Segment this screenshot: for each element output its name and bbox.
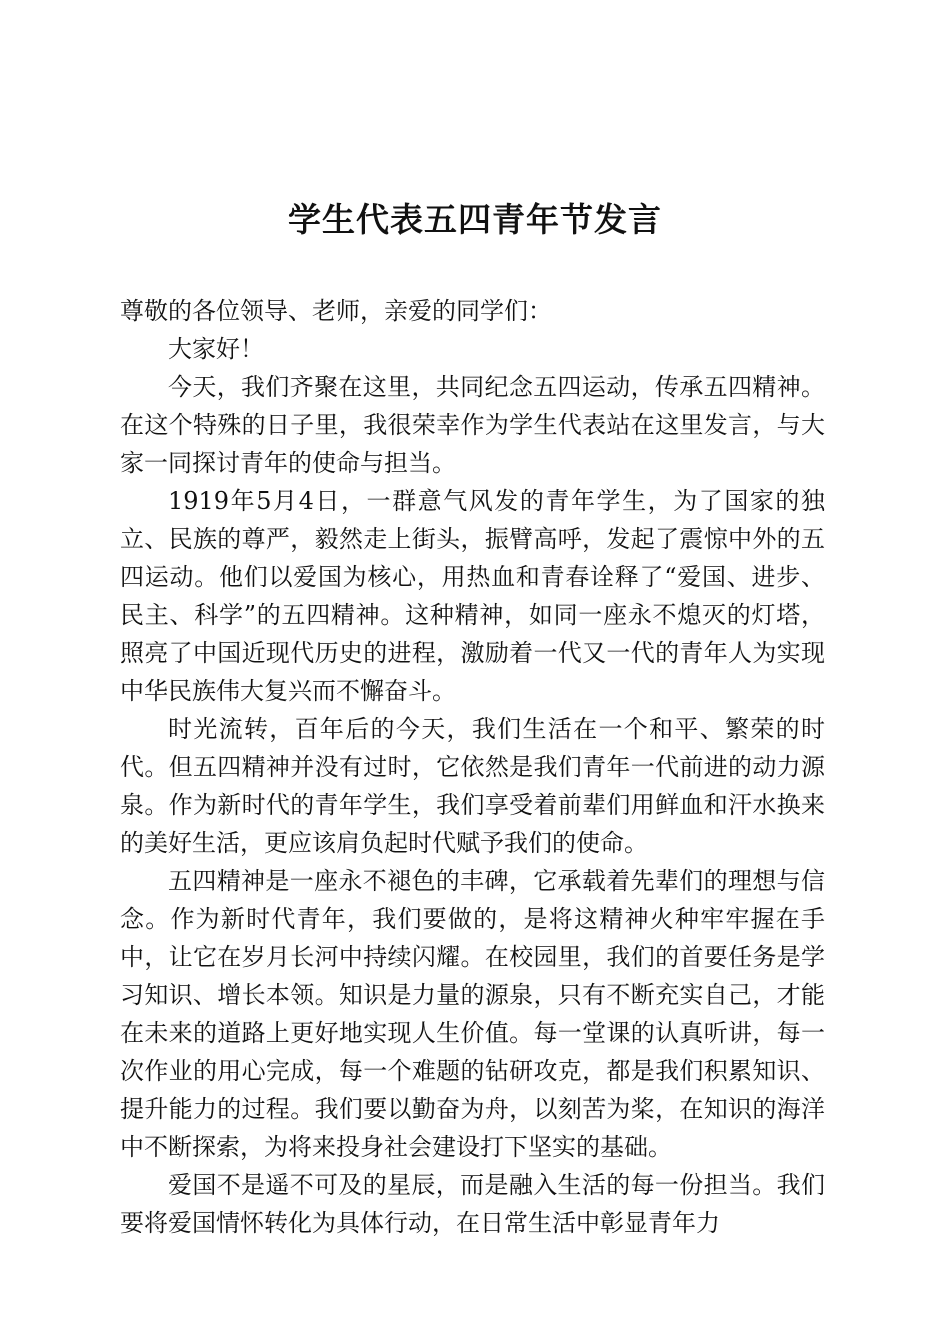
body-paragraph: 五四精神是一座永不褪色的丰碑，它承载着先辈们的理想与信念。作为新时代青年，我们要做的，是将这精神火种牢牢握在手中，让它在岁月长河中持续闪耀。在校园里，我们的首要任务是学习知识、增长本领。知识是力量的源泉，只有不断充实自己，才能在未来的道路上更好地实现人生价值。每一堂课的认真听讲，每一次作业的用心完成，每一个难题的钻研攻克，都是我们积累知识、提升能力的过程。我们要以勤奋为舟，以刻苦为桨，在知识的海洋中不断探索，为将来投身社会建设打下坚实的基础。	[120, 867, 825, 1161]
salutation-paragraph: 尊敬的各位领导、老师，亲爱的同学们：	[120, 297, 552, 325]
body-paragraph: 时光流转，百年后的今天，我们生活在一个和平、繁荣的时代。但五四精神并没有过时，它依然是我们青年一代前进的动力源泉。作为新时代的青年学生，我们享受着前辈们用鲜血和汗水换来的美好生活，更应该肩负起时代赋予我们的使命。	[120, 715, 825, 857]
document-title: 学生代表五四青年节发言	[288, 200, 662, 239]
body-paragraph: 今天，我们齐聚在这里，共同纪念五四运动，传承五四精神。在这个特殊的日子里，我很荣幸作为学生代表站在这里发言，与大家一同探讨青年的使命与担当。	[120, 373, 825, 477]
document-body	[120, 292, 825, 1242]
body-paragraph: 爱国不是遥不可及的星辰，而是融入生活的每一份担当。我们要将爱国情怀转化为具体行动，在日常生活中彰显青年力	[120, 1171, 825, 1237]
body-paragraph: 1919年5月4日，一群意气风发的青年学生，为了国家的独立、民族的尊严，毅然走上街头，振臂高呼，发起了震惊中外的五四运动。他们以爱国为核心，用热血和青春诠释了“爱国、进步、民主、科学”的五四精神。这种精神，如同一座永不熄灭的灯塔，照亮了中国近现代历史的进程，激励着一代又一代的青年人为实现中华民族伟大复兴而不懈奋斗。	[120, 487, 825, 705]
greeting-paragraph: 大家好！	[168, 335, 264, 363]
